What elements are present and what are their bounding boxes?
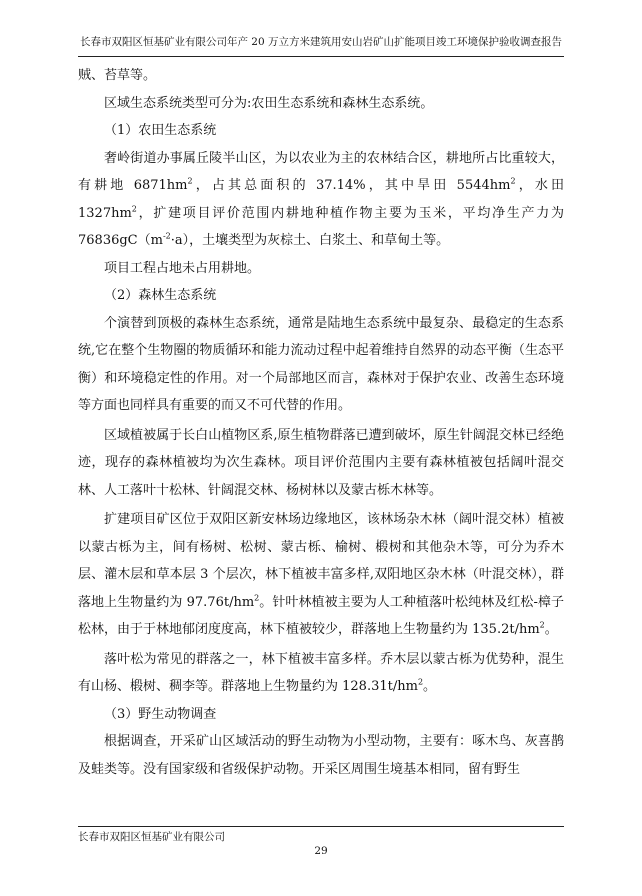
header-title: 长春市双阳区恒基矿业有限公司年产 20 万立方米建筑用安山岩矿山扩能项目竣工环境保护验收调查报告	[79, 36, 563, 48]
paragraph-5: 个演替到顶极的森林生态系统，通常是陆地生态系统中最复杂、最稳定的生态系统,它在整个生物圈的物质循环和能力流动过程中起着维持自然界的动态平衡（生态平衡）和环境稳定性的作用。对一个局部地区而言，森林对于保护农业、改善生态环境等方面也同样具有重要的而又不可代替的作用。	[78, 315, 564, 413]
page-header	[78, 34, 564, 57]
footer-company: 长春市双阳区恒基矿业有限公司	[78, 831, 225, 843]
paragraph-2: 区域生态系统类型可分为:农田生态系统和森林生态系统。	[104, 95, 434, 111]
page-number: 29	[314, 845, 328, 857]
heading-forest: （2）森林生态系统	[104, 288, 217, 303]
paragraph-4: 项目工程占地未占用耕地。	[104, 260, 261, 276]
paragraph-9: 根据调查，开采矿山区域活动的野生动物为小型动物，主要有：啄木鸟、灰喜鹊及蛙类等。没有国家级和省级保护动物。开采区周围生境基本相同，留有野生	[78, 734, 564, 777]
paragraph-1: 贼、苔草等。	[78, 68, 157, 83]
page-footer	[78, 826, 564, 844]
paragraph-3: 奢岭街道办事属丘陵半山区，为以农业为主的农林结合区，耕地所占比重较大，有耕地 $6871hm^2$，占其总面积的 37.14%，其中旱田 $5544hm^2$，水田 $1327hm^2$，扩建项目评价范围内耕地种植作物主要为玉米，平均净生产力为 $76836gC(m^{-2}\cdot a)$，土壤类型为灰棕土、白浆土、和草甸土等。	[78, 150, 564, 248]
paragraph-7: 扩建项目矿区位于双阳区新安林场边缘地区，该林场杂木林（阔叶混交林）植被以蒙古栎为主，间有杨树、松树、蒙古栎、榆树、椴树和其他杂木等，可分为乔木层、灌木层和草本层 3 个层次，林下植被丰富多样,双阳地区杂木林（叶混交林），群落地上生物量约为 $97.76t/hm^2$。针叶林植被主要为人工种植落叶松纯林及红松-樟子松林，由于于林地郁闭度度高，林下植被较少，群落地上生物量约为 $135.2t/hm^2$。	[78, 512, 564, 637]
heading-wildlife: （3）野生动物调查	[104, 706, 217, 722]
heading-farmland: （1）农田生态系统	[104, 123, 217, 138]
paragraph-8: 落叶松为常见的群落之一，林下植被丰富多样。乔木层以蒙古栎为优势种，混生有山杨、椴树、稠李等。群落地上生物量约为 $128.31t/hm^2$。	[78, 651, 564, 694]
page-body	[78, 62, 564, 783]
paragraph-6: 区域植被属于长白山植物区系,原生植物群落已遭到破坏，原生针阔混交林已经绝迹，现存的森林植被均为次生森林。项目评价范围内主要有森林植被包括阔叶混交林、人工落叶十松林、针阔混交林、杨树林以及蒙古栎木林等。	[78, 427, 564, 498]
